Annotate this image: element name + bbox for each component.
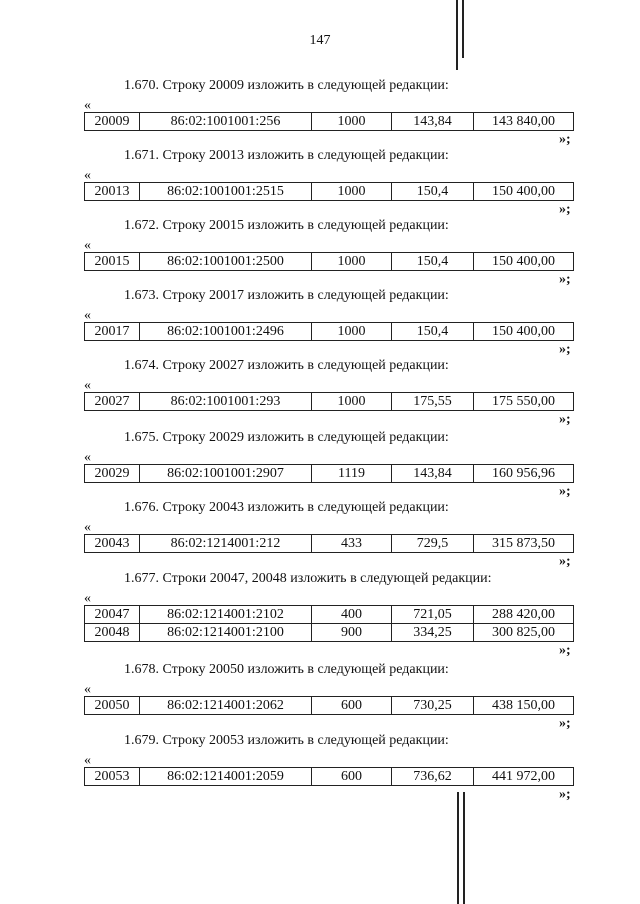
- table-cell: 175 550,00: [474, 393, 574, 411]
- open-quote: «: [84, 168, 91, 183]
- table-cell: 20048: [85, 624, 140, 642]
- table-cell: 334,25: [392, 624, 474, 642]
- open-quote: «: [84, 682, 91, 697]
- table-cell: 600: [312, 697, 392, 715]
- amendment-table: [84, 252, 574, 271]
- table-cell: 729,5: [392, 535, 474, 553]
- scan-line: [463, 792, 465, 904]
- table-cell: 1000: [312, 323, 392, 341]
- scan-line: [457, 792, 459, 904]
- table-cell: 86:02:1214001:2102: [140, 606, 312, 624]
- amendment-table: [84, 534, 574, 553]
- table-cell: 300 825,00: [474, 624, 574, 642]
- table-cell: 20013: [85, 183, 140, 201]
- table-cell: 143,84: [392, 465, 474, 483]
- scan-line: [462, 0, 464, 58]
- page-number: 147: [309, 33, 331, 48]
- amendment-table: [84, 696, 574, 715]
- table-cell: 20043: [85, 535, 140, 553]
- table-cell: 721,05: [392, 606, 474, 624]
- close-quote: »;: [559, 716, 571, 731]
- amendment-table: [84, 322, 574, 341]
- table-cell: 86:02:1001001:293: [140, 393, 312, 411]
- close-quote: »;: [559, 272, 571, 287]
- table-cell: 736,62: [392, 768, 474, 786]
- table-cell: 20027: [85, 393, 140, 411]
- amendment-heading: 1.674. Строку 20027 изложить в следующей редакции:: [124, 358, 449, 373]
- close-quote: »;: [559, 202, 571, 217]
- amendment-table: [84, 605, 574, 642]
- table-cell: 1000: [312, 113, 392, 131]
- table-row: [85, 253, 574, 271]
- open-quote: «: [84, 450, 91, 465]
- table-row: [85, 323, 574, 341]
- amendment-heading: 1.675. Строку 20029 изложить в следующей редакции:: [124, 430, 449, 445]
- table-cell: 86:02:1214001:212: [140, 535, 312, 553]
- open-quote: «: [84, 753, 91, 768]
- table-cell: 438 150,00: [474, 697, 574, 715]
- close-quote: »;: [559, 132, 571, 147]
- open-quote: «: [84, 308, 91, 323]
- table-cell: 150 400,00: [474, 323, 574, 341]
- table-cell: 175,55: [392, 393, 474, 411]
- table-row: [85, 697, 574, 715]
- amendment-table: [84, 112, 574, 131]
- amendment-table: [84, 767, 574, 786]
- table-cell: 288 420,00: [474, 606, 574, 624]
- table-cell: 1000: [312, 253, 392, 271]
- open-quote: «: [84, 378, 91, 393]
- table-cell: 1000: [312, 393, 392, 411]
- close-quote: »;: [559, 643, 571, 658]
- amendment-heading: 1.676. Строку 20043 изложить в следующей редакции:: [124, 500, 449, 515]
- table-cell: 441 972,00: [474, 768, 574, 786]
- table-row: [85, 183, 574, 201]
- amendment-heading: 1.671. Строку 20013 изложить в следующей редакции:: [124, 148, 449, 163]
- table-cell: 20015: [85, 253, 140, 271]
- table-cell: 86:02:1001001:2907: [140, 465, 312, 483]
- table-row: [85, 393, 574, 411]
- table-cell: 1000: [312, 183, 392, 201]
- table-cell: 1119: [312, 465, 392, 483]
- table-cell: 150,4: [392, 323, 474, 341]
- table-cell: 143 840,00: [474, 113, 574, 131]
- table-cell: 730,25: [392, 697, 474, 715]
- table-row: [85, 624, 574, 642]
- close-quote: »;: [559, 342, 571, 357]
- table-cell: 86:02:1001001:256: [140, 113, 312, 131]
- table-cell: 143,84: [392, 113, 474, 131]
- table-cell: 20009: [85, 113, 140, 131]
- table-cell: 433: [312, 535, 392, 553]
- amendment-heading: 1.678. Строку 20050 изложить в следующей редакции:: [124, 662, 449, 677]
- table-cell: 20029: [85, 465, 140, 483]
- amendment-heading: 1.670. Строку 20009 изложить в следующей редакции:: [124, 78, 449, 93]
- table-row: [85, 113, 574, 131]
- table-cell: 86:02:1214001:2059: [140, 768, 312, 786]
- close-quote: »;: [559, 787, 571, 802]
- open-quote: «: [84, 238, 91, 253]
- table-row: [85, 606, 574, 624]
- table-row: [85, 768, 574, 786]
- amendment-table: [84, 392, 574, 411]
- amendment-heading: 1.677. Строки 20047, 20048 изложить в следующей редакции:: [124, 571, 492, 586]
- table-cell: 86:02:1001001:2500: [140, 253, 312, 271]
- table-row: [85, 535, 574, 553]
- table-cell: 150 400,00: [474, 183, 574, 201]
- amendment-heading: 1.673. Строку 20017 изложить в следующей редакции:: [124, 288, 449, 303]
- table-cell: 150 400,00: [474, 253, 574, 271]
- table-cell: 86:02:1001001:2496: [140, 323, 312, 341]
- close-quote: »;: [559, 554, 571, 569]
- table-cell: 86:02:1001001:2515: [140, 183, 312, 201]
- table-cell: 86:02:1214001:2100: [140, 624, 312, 642]
- table-cell: 20047: [85, 606, 140, 624]
- table-cell: 20017: [85, 323, 140, 341]
- table-cell: 20053: [85, 768, 140, 786]
- table-cell: 160 956,96: [474, 465, 574, 483]
- table-cell: 600: [312, 768, 392, 786]
- table-cell: 86:02:1214001:2062: [140, 697, 312, 715]
- table-cell: 150,4: [392, 183, 474, 201]
- table-cell: 150,4: [392, 253, 474, 271]
- amendment-heading: 1.672. Строку 20015 изложить в следующей редакции:: [124, 218, 449, 233]
- open-quote: «: [84, 520, 91, 535]
- close-quote: »;: [559, 484, 571, 499]
- table-cell: 20050: [85, 697, 140, 715]
- amendment-table: [84, 464, 574, 483]
- table-cell: 400: [312, 606, 392, 624]
- scan-line: [456, 0, 458, 70]
- table-row: [85, 465, 574, 483]
- close-quote: »;: [559, 412, 571, 427]
- amendment-table: [84, 182, 574, 201]
- open-quote: «: [84, 98, 91, 113]
- table-cell: 900: [312, 624, 392, 642]
- open-quote: «: [84, 591, 91, 606]
- table-cell: 315 873,50: [474, 535, 574, 553]
- amendment-heading: 1.679. Строку 20053 изложить в следующей редакции:: [124, 733, 449, 748]
